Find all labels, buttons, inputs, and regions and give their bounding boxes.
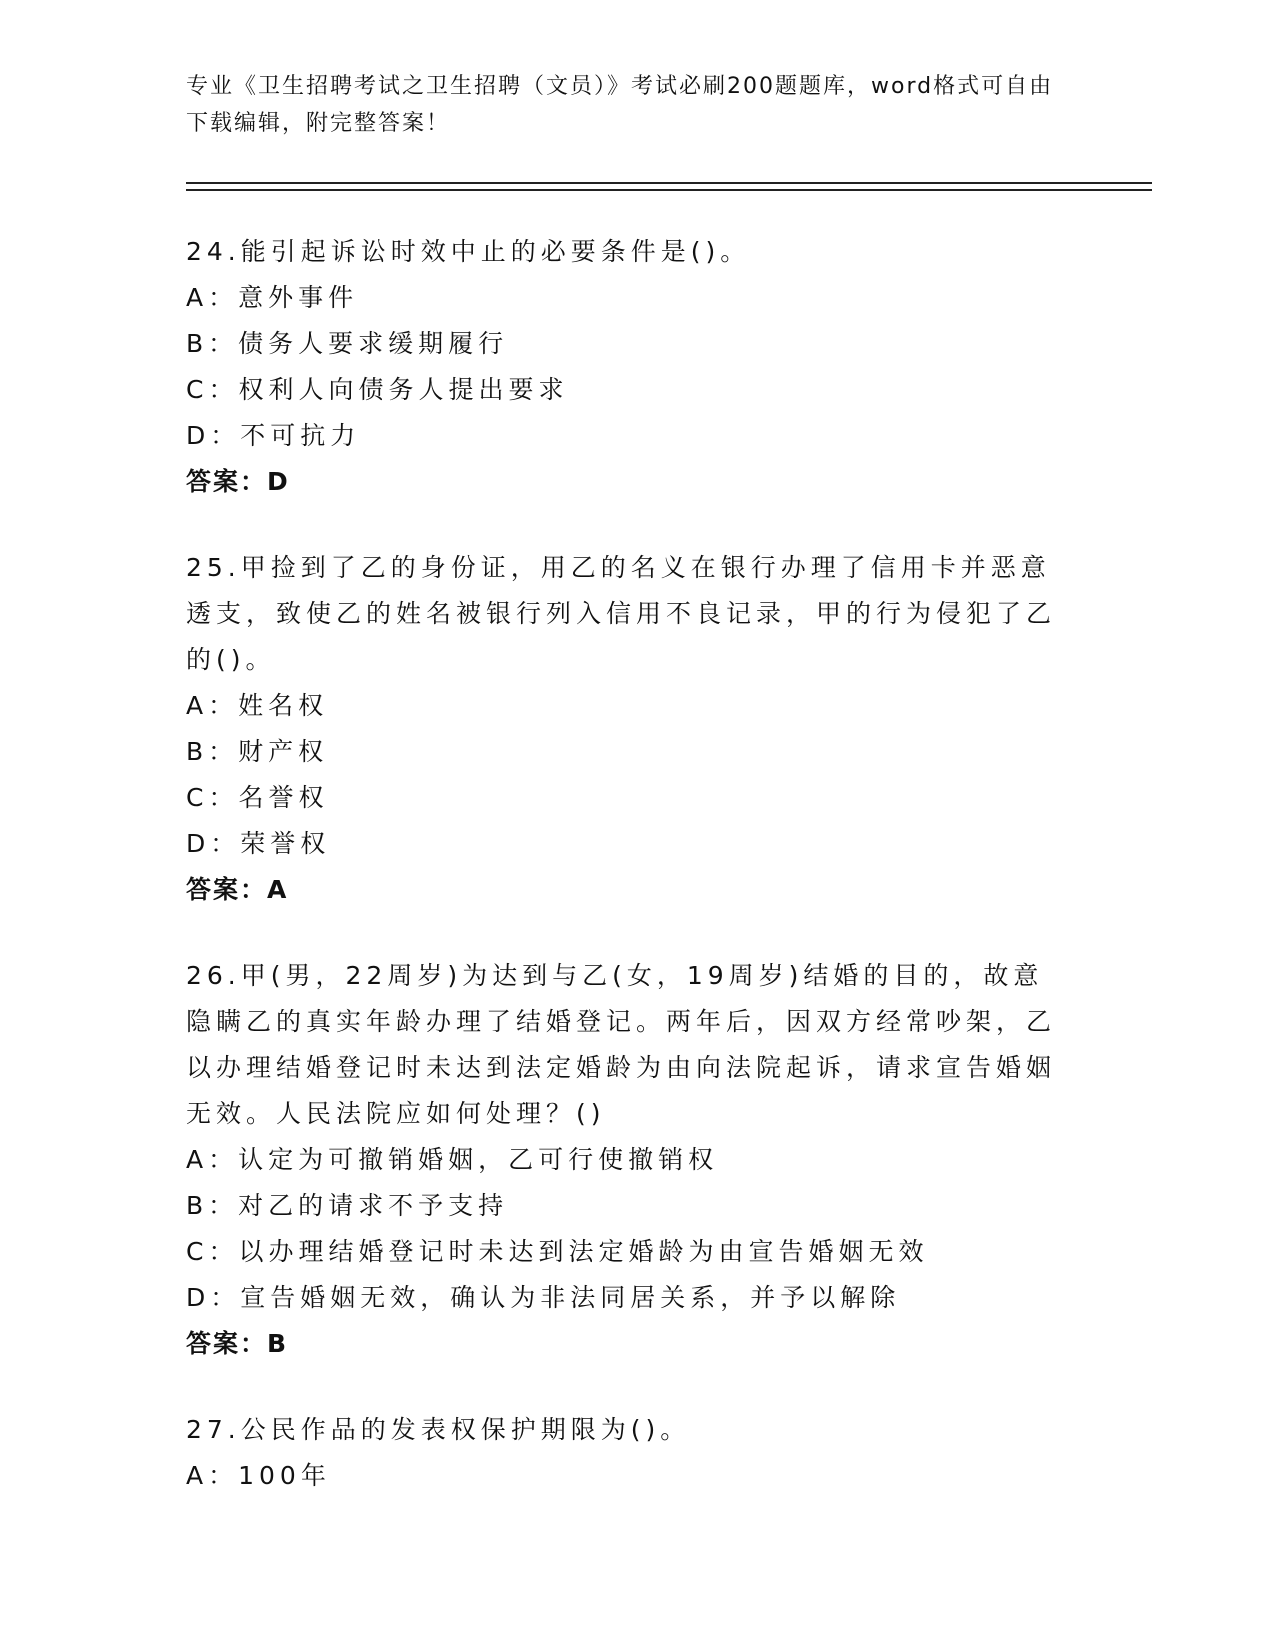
question-list [186,229,1146,1499]
option-b: B：财产权 [186,737,329,766]
option-d: D：不可抗力 [186,421,361,450]
answer-line: 答案：A [186,875,289,904]
option-a: A：100年 [186,1461,331,1490]
question-24 [186,229,1146,505]
option-b: B：债务人要求缓期履行 [186,329,509,358]
answer-line: 答案：B [186,1329,289,1358]
document-page [186,68,1146,1539]
header-divider [186,182,1152,191]
question-stem: 25.甲捡到了乙的身份证，用乙的名义在银行办理了信用卡并恶意透支，致使乙的姓名被银行列入信用不良记录，甲的行为侵犯了乙的()。 [186,553,1057,674]
question-stem: 27.公民作品的发表权保护期限为()。 [186,1415,691,1444]
option-b: B：对乙的请求不予支持 [186,1191,509,1220]
option-c: C：以办理结婚登记时未达到法定婚龄为由宣告婚姻无效 [186,1237,929,1266]
question-27 [186,1407,1146,1499]
document-header: 专业《卫生招聘考试之卫生招聘（文员）》考试必刷200题题库，word格式可自由下载编辑，附完整答案！ [186,74,1054,136]
question-26 [186,953,1146,1367]
option-d: D：荣誉权 [186,829,331,858]
question-stem: 24.能引起诉讼时效中止的必要条件是()。 [186,237,751,266]
option-a: A：姓名权 [186,691,329,720]
option-a: A：意外事件 [186,283,359,312]
question-stem: 26.甲(男，22周岁)为达到与乙(女，19周岁)结婚的目的，故意隐瞒乙的真实年龄办理了结婚登记。两年后，因双方经常吵架，乙以办理结婚登记时未达到法定婚龄为由向法院起诉，请求宣告婚姻无效。人民法院应如何处理？() [186,961,1057,1128]
answer-line: 答案：D [186,467,290,496]
option-a: A：认定为可撤销婚姻，乙可行使撤销权 [186,1145,719,1174]
option-c: C：名誉权 [186,783,329,812]
question-25 [186,545,1146,913]
option-d: D：宣告婚姻无效，确认为非法同居关系，并予以解除 [186,1283,901,1312]
option-c: C：权利人向债务人提出要求 [186,375,569,404]
